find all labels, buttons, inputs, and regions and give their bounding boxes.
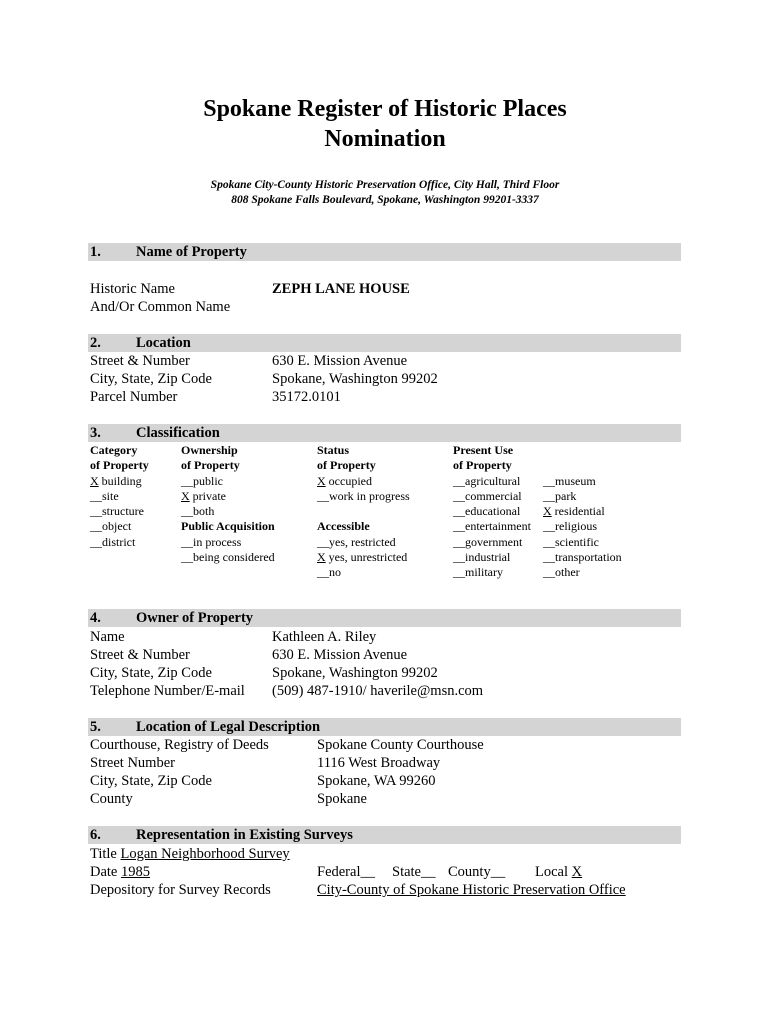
present-use-heading-2: of Property [453, 458, 512, 473]
use-commercial: __commercial [453, 488, 522, 503]
category-heading-2: of Property [90, 458, 149, 473]
accessible-restricted: __yes, restricted [317, 534, 396, 549]
survey-local: Local X [535, 864, 583, 880]
location-city-label: City, State, Zip Code [90, 371, 212, 387]
location-city-value: Spokane, Washington 99202 [272, 371, 438, 387]
section-number: 6. [90, 827, 101, 843]
use-religious: __religious [543, 519, 597, 534]
legal-street-value: 1116 West Broadway [317, 755, 441, 771]
parcel-number-value: 35172.0101 [272, 389, 341, 405]
ownership-heading-2: of Property [181, 458, 240, 473]
document-title: Spokane Register of Historic Places [203, 96, 567, 122]
legal-city-value: Spokane, WA 99260 [317, 773, 436, 789]
category-column [90, 443, 149, 550]
present-use-column-2 [543, 474, 622, 581]
historic-name-label: Historic Name [90, 281, 175, 297]
present-use-column [453, 443, 531, 581]
courthouse-value: Spokane County Courthouse [317, 737, 484, 753]
section-number: 1. [90, 244, 101, 260]
ownership-heading: Ownership [181, 443, 238, 457]
owner-name-value: Kathleen A. Riley [272, 629, 377, 645]
public-acquisition-heading: Public Acquisition [181, 519, 275, 534]
owner-name-label: Name [90, 629, 125, 645]
use-educational: __educational [453, 504, 521, 519]
use-transportation: __transportation [543, 550, 622, 565]
section-5-header [88, 718, 681, 736]
owner-phone-label: Telephone Number/E-mail [90, 683, 245, 699]
use-military: __military [453, 565, 503, 580]
category-structure: __structure [90, 504, 144, 519]
accessible-no: __no [317, 565, 341, 580]
section-number: 3. [90, 425, 101, 441]
county-label: County [90, 791, 133, 807]
use-other: __other [543, 565, 580, 580]
survey-title-label: Title [90, 846, 117, 862]
use-park: __park [543, 488, 577, 503]
owner-city-label: City, State, Zip Code [90, 665, 212, 681]
county-value: Spokane [317, 791, 367, 807]
status-heading-2: of Property [317, 458, 376, 473]
section-1-header [88, 243, 681, 261]
category-heading: Category [90, 443, 138, 457]
category-object: __object [90, 519, 132, 534]
location-street-value: 630 E. Mission Avenue [272, 353, 408, 369]
category-site: __site [90, 488, 119, 503]
use-scientific: __scientific [543, 534, 599, 549]
historic-name-value: ZEPH LANE HOUSE [272, 281, 410, 297]
section-title: Location [136, 335, 191, 351]
survey-title-row [90, 845, 290, 863]
status-occupied: X occupied [317, 473, 372, 488]
section-6-header [88, 826, 681, 844]
ownership-public: __public [181, 473, 223, 488]
office-address-line1: Spokane City-County Historic Preservation Office, City Hall, Third Floor [210, 179, 560, 191]
status-column [317, 443, 410, 581]
parcel-number-label: Parcel Number [90, 389, 178, 405]
present-use-heading: Present Use [453, 443, 514, 457]
survey-date-row [90, 863, 150, 881]
status-work-in-progress: __work in progress [317, 488, 410, 503]
accessible-heading: Accessible [317, 519, 370, 534]
section-title: Name of Property [136, 244, 247, 260]
section-title: Classification [136, 425, 220, 441]
acquisition-being-considered: __being considered [181, 550, 275, 565]
survey-state: State__ [392, 864, 436, 880]
owner-street-label: Street & Number [90, 647, 190, 663]
acquisition-in-process: __in process [181, 534, 242, 549]
use-museum: __museum [543, 473, 596, 488]
section-2-header [88, 334, 681, 352]
section-title: Representation in Existing Surveys [136, 827, 353, 843]
courthouse-label: Courthouse, Registry of Deeds [90, 737, 269, 753]
survey-date-value: 1985 [121, 864, 150, 880]
use-industrial: __industrial [453, 550, 511, 565]
legal-street-label: Street Number [90, 755, 175, 771]
ownership-private: X private [181, 488, 226, 503]
office-address-line2: 808 Spokane Falls Boulevard, Spokane, Washington 99201-3337 [231, 194, 539, 206]
accessible-unrestricted: X yes, unrestricted [317, 550, 408, 565]
status-heading: Status [317, 443, 350, 457]
section-number: 5. [90, 719, 101, 735]
use-residential: X residential [543, 504, 605, 519]
document-title-line2: Nomination [324, 126, 446, 152]
survey-county: County__ [448, 864, 506, 880]
category-district: __district [90, 534, 136, 549]
survey-date-label: Date [90, 864, 118, 880]
use-agricultural: __agricultural [453, 473, 521, 488]
section-title: Owner of Property [136, 610, 254, 626]
section-title: Location of Legal Description [136, 719, 321, 735]
depository-value: City-County of Spokane Historic Preservation Office [317, 882, 626, 898]
common-name-label: And/Or Common Name [90, 299, 231, 315]
survey-federal: Federal__ [317, 864, 375, 880]
use-government: __government [453, 534, 523, 549]
use-entertainment: __entertainment [453, 519, 531, 534]
section-number: 2. [90, 335, 101, 351]
owner-street-value: 630 E. Mission Avenue [272, 647, 408, 663]
survey-title-value: Logan Neighborhood Survey [120, 846, 290, 862]
location-street-label: Street & Number [90, 353, 190, 369]
legal-city-label: City, State, Zip Code [90, 773, 212, 789]
section-4-header [88, 609, 681, 627]
section-number: 4. [90, 610, 101, 626]
owner-phone-value: (509) 487-1910/ haverile@msn.com [272, 683, 484, 699]
ownership-both: __both [181, 504, 215, 519]
owner-city-value: Spokane, Washington 99202 [272, 665, 438, 681]
depository-label: Depository for Survey Records [90, 882, 271, 898]
section-3-header [88, 424, 681, 442]
category-building: X building [90, 473, 142, 488]
ownership-column [181, 443, 275, 565]
